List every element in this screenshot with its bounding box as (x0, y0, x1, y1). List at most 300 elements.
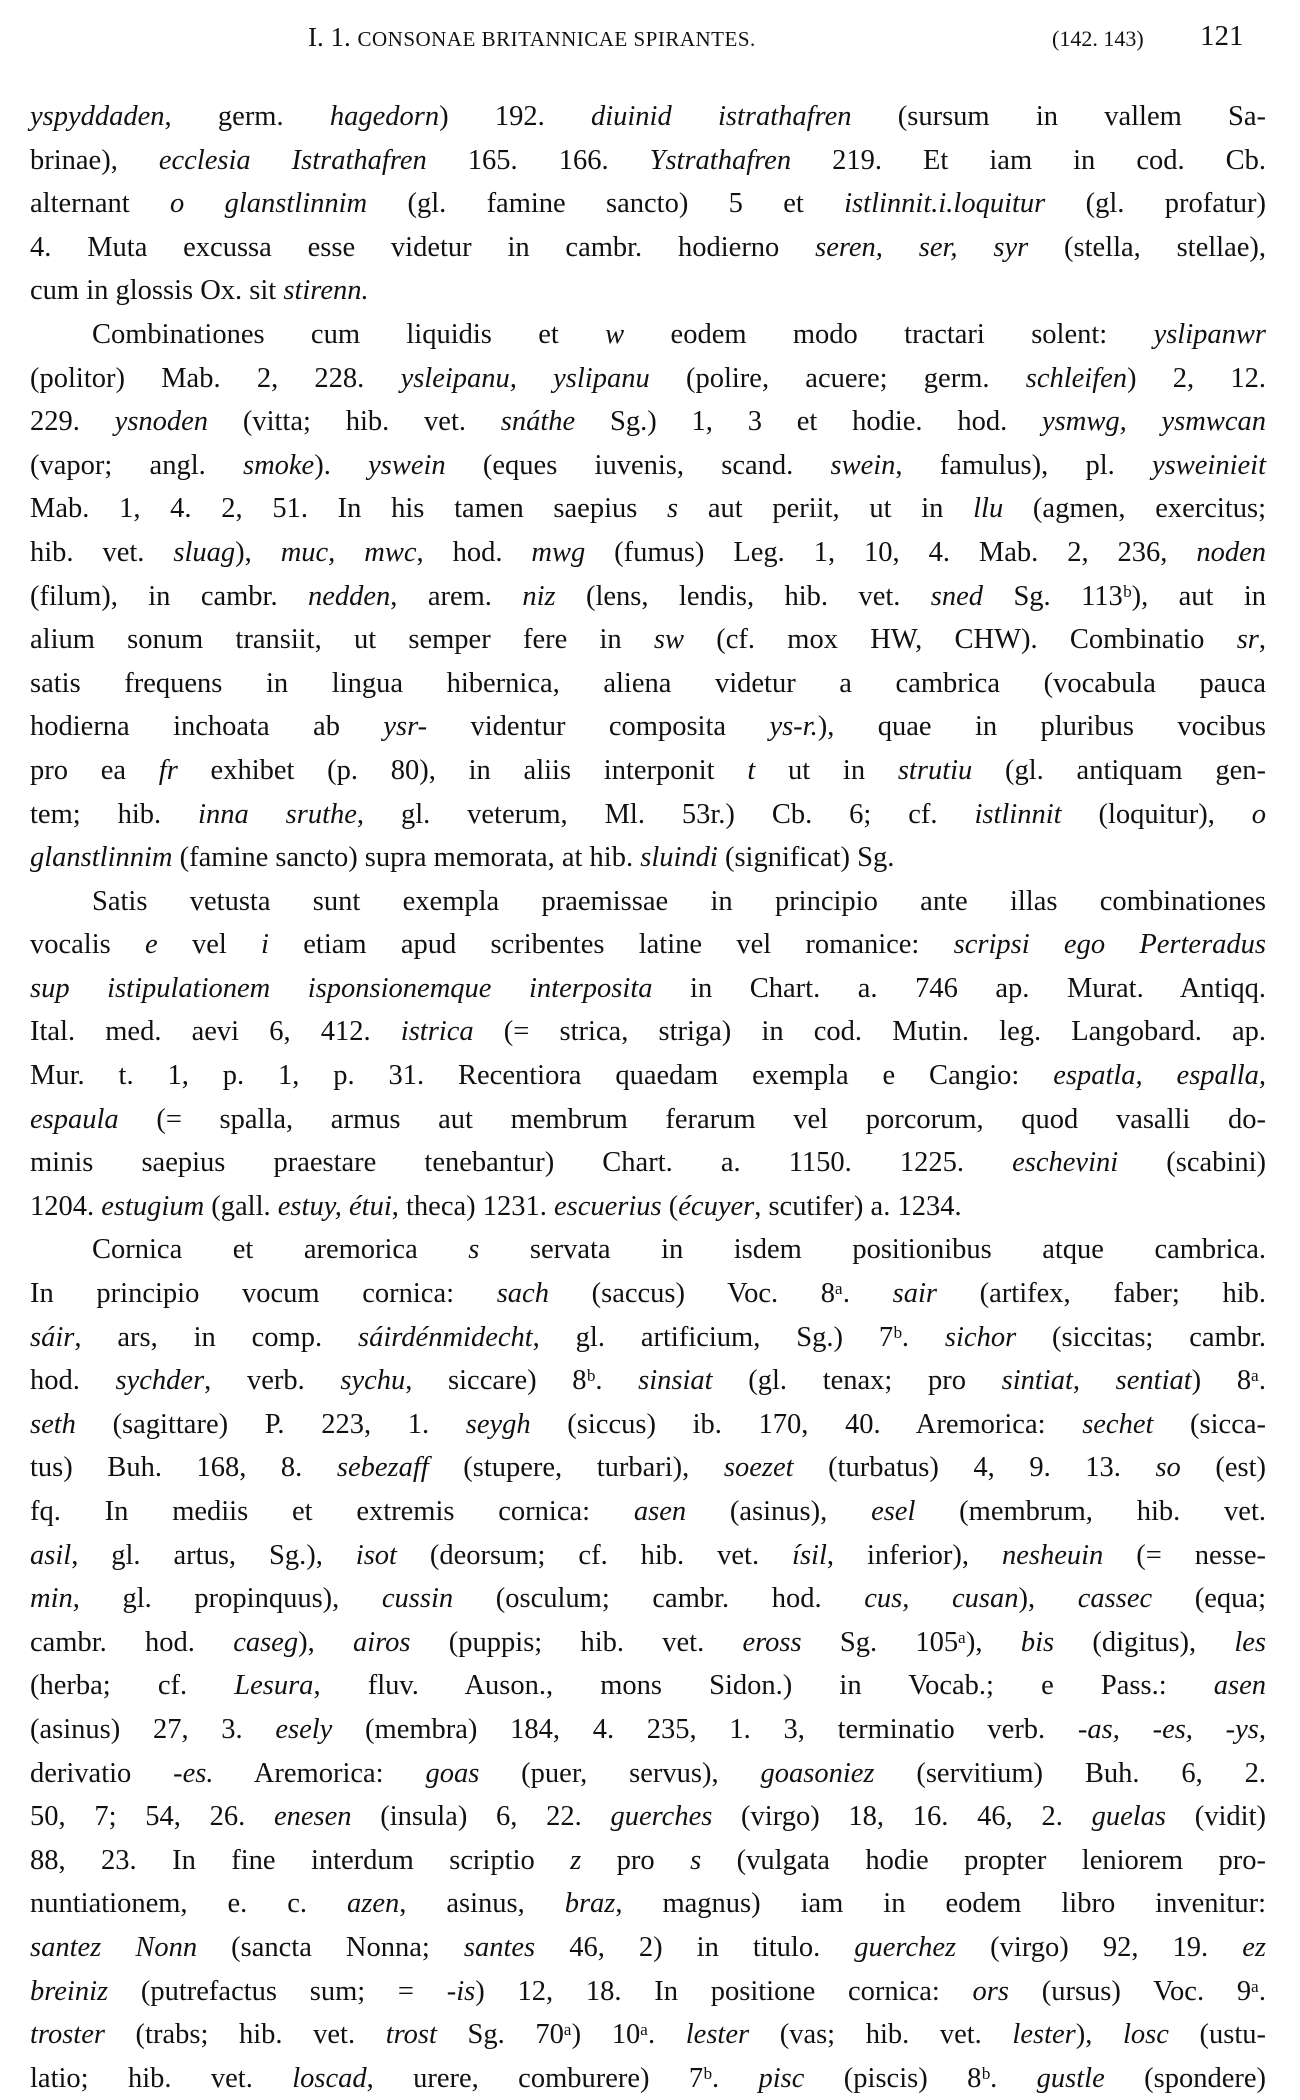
text-run: (lens, lendis, hib. vet. (555, 580, 931, 612)
text-run: (insula) 6, 22. (351, 1801, 611, 1833)
text-run: (agmen, exercitus; (1003, 493, 1267, 525)
italic-term: soezet (723, 1452, 794, 1484)
italic-term: scripsi ego Perteradus (953, 929, 1267, 961)
italic-term: istrica (400, 1016, 474, 1048)
italic-term: llu (973, 493, 1004, 525)
text-run: ut in (755, 754, 898, 786)
text-run: aut periit, ut in (678, 493, 974, 525)
text-line (30, 967, 1266, 1011)
italic-term: Lesura (234, 1670, 314, 1702)
italic-term: s (667, 493, 679, 525)
text-run: nuntiationem, e. c. (30, 1888, 347, 1920)
text-run: , asinus, (399, 1888, 565, 1920)
italic-term: -as, -es, -ys, (1077, 1713, 1267, 1745)
italic-term: trost (385, 2019, 437, 2051)
italic-term: asen (633, 1496, 687, 1527)
text-line (30, 2057, 1266, 2100)
italic-term: escuerius (554, 1190, 662, 1222)
italic-term: guerchez (854, 1931, 957, 1963)
text-run: etiam apud scribentes latine vel romanice: (268, 929, 954, 961)
italic-term: asil (30, 1539, 72, 1571)
italic-term: sw (653, 624, 685, 656)
text-run: 165. 166. (426, 144, 650, 176)
text-run: , theca) 1231. (391, 1190, 554, 1222)
italic-term: i (261, 929, 269, 961)
italic-term: sychu (340, 1365, 406, 1397)
text-run: (ustu- (1168, 2019, 1267, 2051)
text-run: (osculum; cambr. hod. (453, 1583, 865, 1615)
text-run: videntur composita (427, 711, 770, 743)
text-line (30, 1970, 1266, 2014)
italic-term: braz (564, 1888, 616, 1920)
italic-term: sluindi (640, 842, 718, 874)
italic-term: sinsiat (638, 1365, 713, 1397)
italic-term: ysmwg, ysmwcan (1042, 406, 1266, 438)
italic-term: azen (346, 1888, 400, 1920)
text-run: (stupere, turbari), (428, 1452, 724, 1484)
text-line (30, 880, 1266, 924)
text-line (30, 1664, 1266, 1708)
text-run: pro (581, 1844, 691, 1876)
italic-term: diuinid istrathafren (590, 101, 852, 132)
text-run: satis frequens in lingua hibernica, aliena videtur a cambrica (vocabula pauca (30, 667, 1266, 699)
italic-term: cussin (381, 1583, 454, 1615)
text-run: exhibet (p. 80), in aliis interponit (177, 754, 748, 786)
italic-term: esely (275, 1713, 333, 1745)
italic-term: istlinnit (974, 798, 1062, 830)
text-run: (equa; (1152, 1583, 1266, 1615)
text-run: , fluv. Auson., mons Sidon.) in Vocab.; e Pass.: (313, 1670, 1214, 1702)
text-run: minis saepius praestare tenebantur) Chart. a. 1150. 1225. (30, 1147, 1013, 1179)
italic-term: w (605, 318, 625, 350)
italic-term: les (1234, 1626, 1267, 1658)
text-run: (turbatus) 4, 9. 13. (793, 1452, 1156, 1484)
text-run: Ital. med. aevi 6, 412. (30, 1016, 401, 1048)
italic-term: sluag (173, 536, 236, 568)
text-run: (= strica, striga) in cod. Mutin. leg. Langobard. ap. (473, 1016, 1266, 1048)
italic-term: sebezaff (336, 1452, 429, 1484)
text-line (30, 1054, 1266, 1098)
italic-term: min (30, 1583, 73, 1615)
italic-term: pisc (758, 2062, 805, 2094)
text-line (30, 226, 1266, 270)
italic-term: ez (1242, 1931, 1266, 1963)
body-text (30, 95, 1266, 2100)
italic-term: sair (892, 1278, 937, 1310)
text-run: Mur. t. 1, p. 1, p. 31. Recentiora quaedam exempla e Cangio: (30, 1060, 1054, 1092)
text-run: , ars, in comp. (74, 1321, 358, 1353)
text-run: (deorsum; cf. hib. vet. (396, 1539, 793, 1571)
italic-term: fr (158, 754, 178, 786)
text-run: Cornica et aremorica (92, 1234, 469, 1266)
text-run: ), (1075, 2019, 1123, 2051)
text-line (30, 1926, 1266, 1970)
italic-term: estuy, étui (277, 1190, 392, 1222)
italic-term: sintiat (1001, 1365, 1073, 1397)
text-line (30, 705, 1266, 749)
italic-term: écuyer (678, 1190, 755, 1222)
text-run: eodem modo tractari solent: (624, 318, 1154, 350)
text-run: ), (298, 1626, 353, 1658)
italic-term: yswein (368, 449, 446, 481)
text-run: , magnus) iam in eodem libro invenitur: (615, 1888, 1266, 1920)
text-run: ( (661, 1190, 679, 1222)
italic-term: guelas (1091, 1801, 1167, 1833)
text-line (30, 1490, 1266, 1534)
italic-term: gustle (1036, 2062, 1105, 2094)
text-run: (= spalla, armus aut membrum ferarum vel porcorum, quod vasalli do- (118, 1103, 1266, 1135)
italic-term: ys-r. (769, 711, 818, 743)
text-run: tus) Buh. 168, 8. (30, 1452, 337, 1484)
header-chapter-title: CONSONAE BRITANNICAE SPIRANTES. (357, 27, 756, 51)
text-line (30, 1272, 1266, 1316)
italic-term: sned (930, 580, 984, 612)
italic-term: espatla, espalla, (1053, 1060, 1266, 1092)
italic-term: loscad (292, 2062, 367, 2094)
text-run: , scutifer) a. 1234. (754, 1190, 962, 1222)
text-run: (ursus) Voc. 9ᵃ. (1008, 1975, 1266, 2007)
italic-term: ysleipanu, yslipanu (400, 362, 650, 394)
italic-term: o glanstlinnim (170, 188, 368, 220)
italic-term: sychder (115, 1365, 205, 1397)
text-run: 229. (30, 406, 115, 438)
text-line (30, 923, 1266, 967)
italic-term: sup istipulationem isponsionemque interposita (30, 972, 653, 1004)
text-run: (virgo) 18, 16. 46, 2. (712, 1801, 1092, 1833)
text-run: , urere, comburere) 7ᵇ. (366, 2062, 759, 2094)
text-line (30, 531, 1266, 575)
italic-term: sentiat (1115, 1365, 1192, 1397)
italic-term: esel (871, 1496, 916, 1527)
text-line (30, 1010, 1266, 1054)
italic-term: swein (830, 449, 896, 481)
italic-term: santes (463, 1931, 536, 1963)
italic-term: seren, ser, syr (815, 231, 1029, 263)
text-run: 219. Et iam in cod. Cb. (791, 144, 1267, 176)
text-line (30, 1359, 1266, 1403)
italic-term: z (570, 1844, 582, 1876)
text-run: servata in isdem positionibus atque cambrica. (479, 1234, 1266, 1266)
text-run: (gl. tenax; pro (712, 1365, 1002, 1397)
text-line (30, 1098, 1266, 1142)
italic-term: seth (30, 1408, 76, 1440)
italic-term: ysnoden (114, 406, 209, 438)
italic-term: noden (1196, 536, 1267, 568)
text-line (30, 749, 1266, 793)
text-run: alium sonum transiit, ut semper fere in (30, 624, 654, 656)
text-run: cambr. hod. (30, 1626, 234, 1658)
italic-term: yspyddaden (30, 101, 165, 132)
text-run: , famulus), pl. (895, 449, 1153, 481)
italic-term: snáthe (500, 406, 576, 438)
text-line (30, 1882, 1266, 1926)
italic-term: lester (1012, 2019, 1076, 2051)
text-run: (cf. mox HW, CHW). Combinatio (684, 624, 1237, 656)
text-run: ) 12, 18. In positione cornica: (475, 1975, 973, 2007)
italic-term: glanstlinnim (30, 842, 173, 874)
italic-term: s (468, 1234, 480, 1266)
text-run: Aremorica: (213, 1757, 426, 1789)
text-run: cum in glossis Ox. sit (30, 275, 284, 307)
italic-term: sechet (1082, 1408, 1154, 1440)
header-title (308, 22, 756, 53)
italic-term: eschevini (1012, 1147, 1119, 1179)
text-run: , siccare) 8ᵇ. (405, 1365, 639, 1397)
paragraph (30, 313, 1266, 880)
text-line (30, 1795, 1266, 1839)
text-run: alternant (30, 188, 171, 220)
italic-term: nedden (307, 580, 391, 612)
text-run: (politor) Mab. 2, 228. (30, 362, 401, 394)
italic-term: cassec (1077, 1583, 1153, 1615)
text-run: In principio vocum cornica: (30, 1278, 497, 1310)
text-line (30, 1185, 1266, 1229)
text-run: (herba; cf. (30, 1670, 235, 1702)
text-run: Sg. 70ᵃ) 10ᵃ. (436, 2019, 686, 2051)
text-run: brinae), (30, 144, 159, 176)
text-run: (sursum in vallem Sa- (851, 101, 1267, 132)
text-run: (putrefactus sum; = (108, 1975, 447, 2007)
text-run: ), (235, 536, 281, 568)
text-line (30, 1577, 1266, 1621)
italic-term: sr (1236, 624, 1259, 656)
text-line (30, 313, 1266, 357)
text-line (30, 662, 1266, 706)
italic-term: strutiu (897, 754, 973, 786)
text-line (30, 2013, 1266, 2057)
header-section-refs: (142. 143) (1052, 26, 1144, 51)
text-run: (filum), in cambr. (30, 580, 308, 612)
italic-term: caseg (233, 1626, 299, 1658)
text-run: , gl. artificium, Sg.) 7ᵇ. (532, 1321, 945, 1353)
text-run: , gl. propinquus), (72, 1583, 382, 1615)
italic-term: losc (1122, 2019, 1169, 2051)
italic-term: cus, cusan (864, 1583, 1019, 1615)
text-run: , germ. (164, 101, 330, 132)
italic-term: t (747, 754, 756, 786)
text-run: tem; hib. (30, 798, 199, 830)
text-run: Sg. 105ᵃ), (801, 1626, 1021, 1658)
text-line (30, 1316, 1266, 1360)
italic-term: santez Nonn (30, 1931, 198, 1963)
text-run: , (1072, 1365, 1116, 1397)
header-section: I. 1. (308, 22, 351, 52)
text-run: (siccus) ib. 170, 40. Aremorica: (530, 1408, 1083, 1440)
italic-term: Ystrathafren (649, 144, 792, 176)
text-run: (digitus), (1054, 1626, 1235, 1658)
text-run: (sagittare) P. 223, 1. (75, 1408, 466, 1440)
italic-term: espaula (30, 1103, 119, 1135)
text-run: (polire, acuere; germ. (649, 362, 1026, 394)
italic-term: airos (352, 1626, 411, 1658)
text-run: latio; hib. vet. (30, 2062, 293, 2094)
italic-term: o (1251, 798, 1266, 830)
italic-term: istlinnit.i.loquitur (844, 188, 1046, 220)
italic-term: s (690, 1844, 702, 1876)
text-line (30, 269, 1266, 313)
text-line (30, 139, 1266, 183)
text-run: (asinus), (686, 1496, 872, 1527)
text-line (30, 95, 1266, 139)
italic-term: goas (425, 1757, 480, 1789)
text-run: (membrum, hib. vet. (915, 1496, 1267, 1527)
italic-term: ysr- (383, 711, 428, 743)
text-run: hib. vet. (30, 536, 174, 568)
italic-term: seygh (465, 1408, 531, 1440)
italic-term: ysweinieit (1152, 449, 1266, 481)
italic-term: lester (685, 2019, 750, 2051)
text-run: hodierna inchoata ab (30, 711, 384, 743)
text-run: ), (1018, 1583, 1078, 1615)
italic-term: muc, mwc (280, 536, 417, 568)
italic-term: ísil (792, 1539, 827, 1571)
text-run: ) 8ᵃ. (1191, 1365, 1266, 1397)
italic-term: enesen (273, 1801, 352, 1833)
text-line (30, 1621, 1266, 1665)
text-line (30, 1839, 1266, 1883)
text-run: (vulgata hodie propter leniorem pro- (701, 1844, 1266, 1876)
text-run: (membra) 184, 4. 235, 1. 3, terminatio verb. (332, 1713, 1078, 1745)
paragraph (30, 1228, 1266, 2100)
italic-term: troster (30, 2019, 105, 2051)
page-number: 121 (1200, 20, 1244, 52)
text-run: in Chart. a. 746 ap. Murat. Antiqq. (652, 972, 1267, 1004)
text-run: 1204. (30, 1190, 102, 1222)
text-run: (sicca- (1153, 1408, 1266, 1440)
italic-term: e (145, 929, 158, 961)
text-run: (fumus) Leg. 1, 10, 4. Mab. 2, 236, (585, 536, 1197, 568)
text-run: (famine sancto) supra memorata, at hib. (172, 842, 641, 874)
text-run: fq. In mediis et extremis cornica: (30, 1496, 634, 1527)
text-run: (sancta Nonna; (197, 1931, 464, 1963)
text-run: (scabini) (1118, 1147, 1266, 1179)
text-run: vocalis (30, 929, 146, 961)
italic-term: sach (496, 1278, 549, 1310)
text-line (30, 357, 1266, 401)
text-run: (vapor; angl. (30, 449, 243, 481)
italic-term: ors (972, 1975, 1009, 2007)
italic-term: guerches (610, 1801, 713, 1833)
italic-term: smoke (242, 449, 315, 481)
italic-term: schleifen (1025, 362, 1128, 394)
text-run: (est) (1180, 1452, 1267, 1484)
text-run: (significat) Sg. (717, 842, 895, 874)
text-run: (artifex, faber; hib. (936, 1278, 1266, 1310)
text-line (30, 487, 1266, 531)
italic-term: nesheuin (1002, 1539, 1104, 1571)
paragraph (30, 880, 1266, 1229)
italic-term: -es. (173, 1757, 214, 1789)
text-run: vel (157, 929, 262, 961)
text-line (30, 182, 1266, 226)
text-run: (stella, stellae), (1028, 231, 1266, 263)
text-run: , inferior), (826, 1539, 1002, 1571)
text-run: (piscis) 8ᵇ. (804, 2062, 1037, 2094)
text-line (30, 575, 1266, 619)
text-line (30, 444, 1266, 488)
text-run: , verb. (204, 1365, 341, 1397)
text-run: (asinus) 27, 3. (30, 1713, 276, 1745)
text-line (30, 836, 1266, 880)
text-run: 50, 7; 54, 26. (30, 1801, 274, 1833)
text-run: (gl. profatur) (1045, 188, 1266, 220)
text-run: ). (314, 449, 369, 481)
italic-term: niz (522, 580, 556, 612)
text-run: (gl. famine sancto) 5 et (367, 188, 845, 220)
text-run: 46, 2) in titulo. (535, 1931, 855, 1963)
text-run: (trabs; hib. vet. (104, 2019, 386, 2051)
italic-term: mwg (531, 536, 586, 568)
text-run: (vas; hib. vet. (749, 2019, 1013, 2051)
text-line (30, 1534, 1266, 1578)
text-line (30, 1446, 1266, 1490)
text-line (30, 1228, 1266, 1272)
text-line (30, 1708, 1266, 1752)
text-line (30, 618, 1266, 662)
italic-term: asen (1213, 1670, 1266, 1702)
italic-term: -is (446, 1975, 476, 2007)
text-run: (vitta; hib. vet. (208, 406, 501, 438)
italic-term: goasoniez (760, 1757, 875, 1789)
text-run: 4. Muta excussa esse videtur in cambr. hodierno (30, 231, 816, 263)
text-run: (siccitas; cambr. (1016, 1321, 1266, 1353)
italic-term: so (1155, 1452, 1181, 1484)
text-run: (gall. (204, 1190, 278, 1222)
text-run: , (1258, 624, 1266, 656)
italic-term: isot (355, 1539, 397, 1571)
italic-term: yslipanwr (1153, 318, 1266, 350)
text-run: (puer, servus), (479, 1757, 761, 1789)
text-line (30, 1752, 1266, 1796)
text-run: (saccus) Voc. 8ᵃ. (548, 1278, 893, 1310)
text-run: Satis vetusta sunt exempla praemissae in principio ante illas combinationes (92, 885, 1266, 917)
text-run: Combinationes cum liquidis et (92, 318, 606, 350)
text-run: (puppis; hib. vet. (410, 1626, 743, 1658)
text-run: (spondere) (1104, 2062, 1266, 2094)
text-run: (vidit) (1166, 1801, 1266, 1833)
text-run: , gl. veterum, Ml. 53r.) Cb. 6; cf. (356, 798, 975, 830)
italic-term: breiniz (30, 1975, 109, 2007)
italic-term: estugium (101, 1190, 205, 1222)
text-run: , hod. (416, 536, 532, 568)
italic-term: stirenn. (283, 275, 369, 307)
italic-term: eross (742, 1626, 802, 1658)
text-run: ) 192. (439, 101, 591, 132)
text-run: derivatio (30, 1757, 174, 1789)
text-run: hod. (30, 1365, 116, 1397)
text-line (30, 793, 1266, 837)
text-run: (= nesse- (1103, 1539, 1266, 1571)
italic-term: inna sruthe (198, 798, 357, 830)
text-run: ), quae in pluribus vocibus (817, 711, 1266, 743)
text-run: 88, 23. In fine interdum scriptio (30, 1844, 571, 1876)
italic-term: sáir (30, 1321, 75, 1353)
italic-term: bis (1020, 1626, 1055, 1658)
text-run: (servitium) Buh. 6, 2. (874, 1757, 1266, 1789)
text-run: ) 2, 12. (1127, 362, 1266, 394)
text-run: Mab. 1, 4. 2, 51. In his tamen saepius (30, 493, 668, 525)
text-run: (eques iuvenis, scand. (445, 449, 831, 481)
text-run: , arem. (390, 580, 523, 612)
italic-term: hagedorn (329, 101, 440, 132)
text-run: (virgo) 92, 19. (956, 1931, 1243, 1963)
italic-term: sáirdénmidecht (358, 1321, 533, 1353)
text-line (30, 400, 1266, 444)
italic-term: sichor (944, 1321, 1017, 1353)
text-run: Sg. 113ᵇ), aut in (983, 580, 1266, 612)
text-run: Sg.) 1, 3 et hodie. hod. (575, 406, 1042, 438)
text-line (30, 1141, 1266, 1185)
